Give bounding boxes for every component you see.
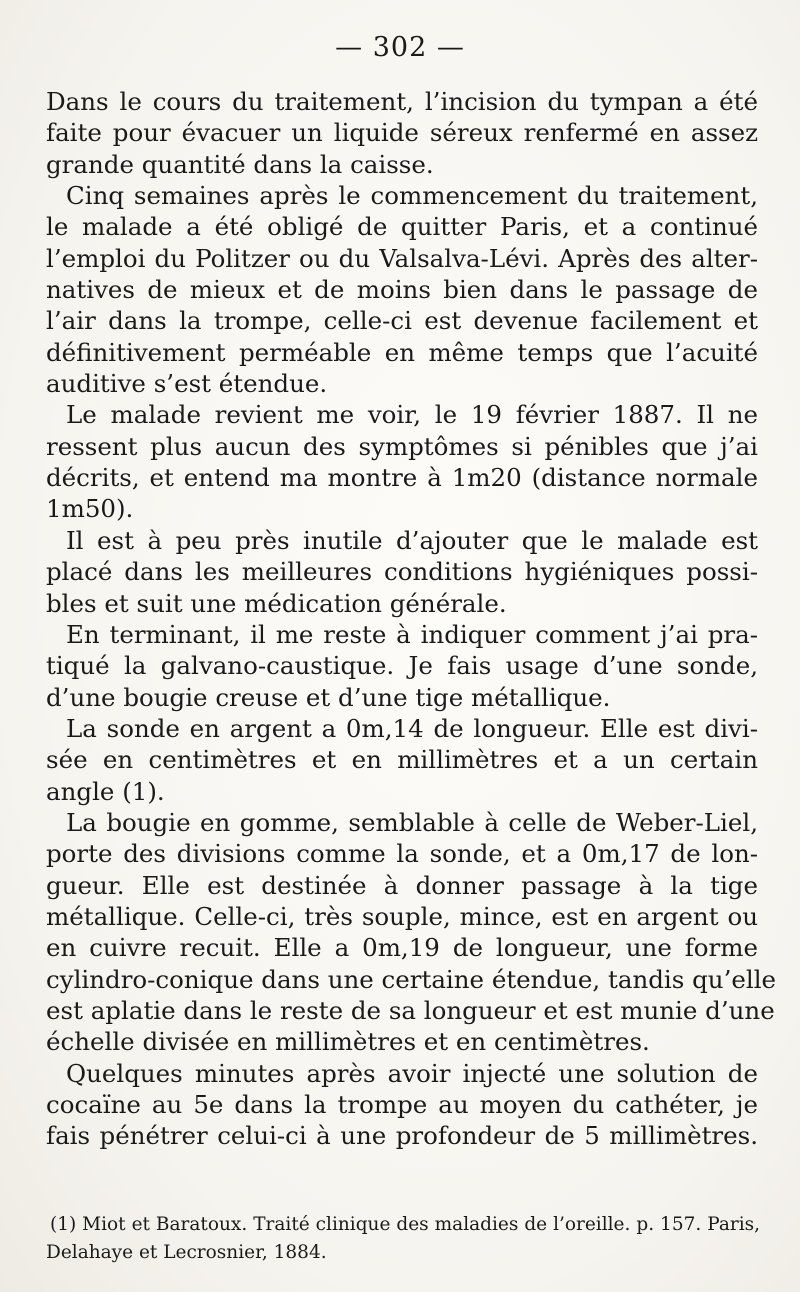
text-line: angle (1). — [46, 776, 165, 806]
text-line: faite pour évacuer un liquide séreux renfermé en assez — [46, 118, 758, 148]
text-line: 1m50). — [46, 494, 134, 524]
text-line: placé dans les meilleures conditions hygiéniques possi- — [46, 557, 758, 587]
text-line: gueur. Elle est destinée à donner passage à la tige — [46, 870, 758, 900]
text-line: Le malade revient me voir, le 19 février 1887. Il ne — [66, 400, 758, 430]
footnote-line: (1) Miot et Baratoux. Traité clinique des maladies de l’oreille. p. 157. Paris, — [50, 1214, 760, 1235]
text-line: sée en centimètres et en millimètres et a un certain — [46, 745, 758, 775]
body-text — [46, 86, 777, 1152]
page-number: — 302 — — [335, 32, 465, 63]
text-line: l’emploi du Politzer ou du Valsalva-Lévi. Après des alter- — [46, 243, 758, 273]
text-line: ressent plus aucun des symptômes si pénibles que j’ai — [46, 431, 758, 461]
text-line: en cuivre recuit. Elle a 0m,19 de longueur, une forme — [46, 933, 758, 963]
text-line: tiqué la galvano-caustique. Je fais usage d’une sonde, — [46, 651, 758, 681]
text-line: métallique. Celle-ci, très souple, mince, est en argent ou — [46, 901, 758, 931]
footnote-line: Delahaye et Lecrosnier, 1884. — [46, 1242, 327, 1263]
footnote — [46, 1211, 760, 1267]
text-line: échelle divisée en millimètres et en centimètres. — [46, 1027, 650, 1057]
text-line: grande quantité dans la caisse. — [46, 149, 434, 179]
text-line: En terminant, il me reste à indiquer comment j’ai pra- — [66, 619, 758, 649]
text-line: bles et suit une médication générale. — [46, 588, 507, 618]
text-line: auditive s’est étendue. — [46, 369, 328, 399]
text-line: porte des divisions comme la sonde, et a 0m,17 de lon- — [46, 839, 758, 869]
text-line: le malade a été obligé de quitter Paris, et a continué — [46, 212, 758, 242]
text-line: La bougie en gomme, semblable à celle de Weber-Liel, — [66, 807, 758, 837]
text-line: fais pénétrer celui-ci à une profondeur de 5 millimètres. — [46, 1121, 758, 1151]
text-line: Quelques minutes après avoir injecté une solution de — [66, 1058, 758, 1088]
text-line: l’air dans la trompe, celle-ci est devenue facilement et — [46, 306, 758, 336]
text-line: d’une bougie creuse et d’une tige métallique. — [46, 682, 611, 712]
text-line: cylindro-conique dans une certaine étendue, tandis qu’elle — [46, 964, 777, 994]
text-line: décrits, et entend ma montre à 1m20 (distance normale — [46, 463, 758, 493]
text-line: La sonde en argent a 0m,14 de longueur. Elle est divi- — [66, 713, 758, 743]
text-line: natives de mieux et de moins bien dans le passage de — [46, 275, 758, 305]
text-line: Il est à peu près inutile d’ajouter que le malade est — [66, 525, 758, 555]
text-line: est aplatie dans le reste de sa longueur et est munie d’une — [46, 995, 775, 1025]
text-line: cocaïne au 5e dans la trompe au moyen du cathéter, je — [46, 1090, 758, 1119]
text-line: Dans le cours du traitement, l’incision du tympan a été — [46, 87, 758, 116]
text-line: définitivement perméable en même temps que l’acuité — [46, 337, 758, 367]
text-line: Cinq semaines après le commencement du traitement, — [66, 181, 758, 211]
